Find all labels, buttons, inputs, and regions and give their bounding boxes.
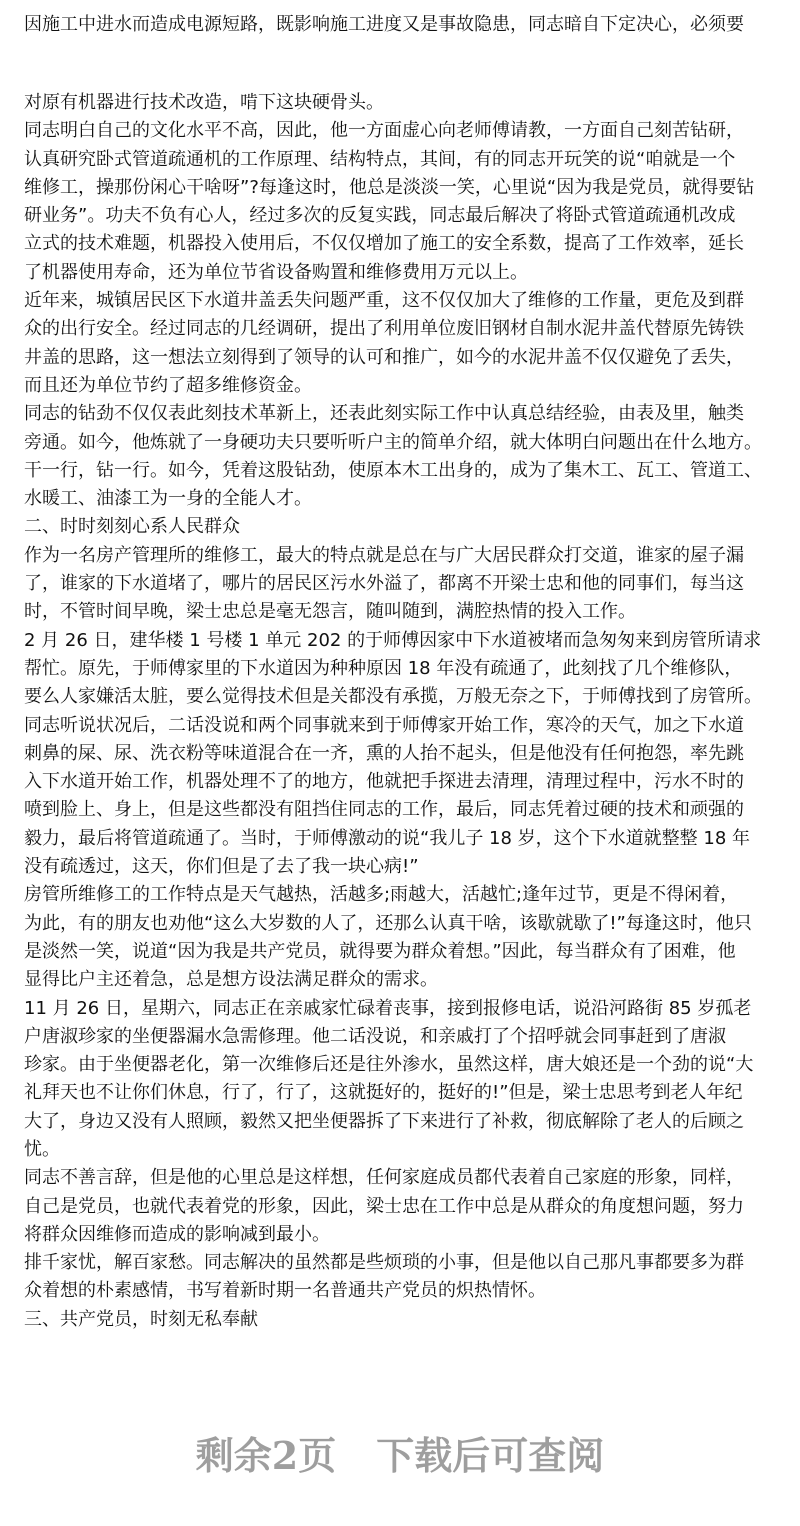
document-line: 大了，身边又没有人照顾，毅然又把坐便器拆了下来进行了补救，彻底解除了老人的后顾之 (24, 1110, 744, 1132)
document-line: 户唐淑珍家的坐便器漏水急需修理。他二话没说，和亲戚打了个招呼就会同事赶到了唐淑 (24, 1025, 726, 1047)
document-line: 忧。 (24, 1138, 60, 1160)
section-heading: 三、共产党员，时刻无私奉献 (24, 1308, 258, 1330)
download-to-read-more-button[interactable] (0, 1425, 800, 1480)
document-line: 同志不善言辞，但是他的心里总是这样想，任何家庭成员都代表着自己家庭的形象，同样， (24, 1167, 744, 1189)
document-line: 近年来，城镇居民区下水道井盖丢失问题严重，这不仅仅加大了维修的工作量，更危及到群 (24, 290, 744, 312)
document-line: 排千家忧，解百家愁。同志解决的虽然都是些烦琐的小事，但是他以自己那凡事都要多为群 (24, 1252, 744, 1274)
document-line: 礼拜天也不让你们休息，行了，行了，这就挺好的，挺好的!”但是，梁士忠思考到老人年纪 (24, 1082, 743, 1104)
document-line: 了，谁家的下水道堵了，哪片的居民区污水外溢了，都离不开梁士忠和他的同事们，每当这 (24, 573, 744, 595)
document-line: 同志听说状况后，二话没说和两个同事就来到于师傅家开始工作，寒冷的天气，加之下水道 (24, 714, 744, 736)
document-line: 毅力，最后将管道疏通了。当时，于师傅激动的说“我儿子 18 岁，这个下水道就整整 18 年 (24, 827, 751, 849)
section-heading: 二、时时刻刻心系人民群众 (24, 516, 240, 538)
document-body (0, 89, 800, 1334)
document-line: 同志明白自己的文化水平不高，因此，他一方面虚心向老师傅请教，一方面自己刻苦钻研， (24, 120, 744, 142)
document-line: 研业务”。功夫不负有心人，经过多次的反复实践，同志最后解决了将卧式管道疏通机改成 (24, 205, 736, 227)
document-line: 众的出行安全。经过同志的几经调研，提出了利用单位废旧钢材自制水泥井盖代替原先铸铁 (24, 318, 744, 340)
document-line: 了机器使用寿命，还为单位节省设备购置和维修费用万元以上。 (24, 261, 528, 283)
remaining-pages-label: 剩余2页 (195, 1433, 337, 1478)
document-line: 井盖的思路，这一想法立刻得到了领导的认可和推广，如今的水泥井盖不仅仅避免了丢失， (24, 346, 744, 368)
document-line: 维修工，操那份闲心干啥呀”?每逢这时，他总是淡淡一笑，心里说“因为我是党员，就得要钻 (24, 176, 755, 198)
document-line: 是淡然一笑，说道“因为我是共产党员，就得要为群众着想。”因此，每当群众有了困难，他 (24, 940, 736, 962)
document-line: 房管所维修工的工作特点是天气越热，活越多;雨越大，活越忙;逢年过节，更是不得闲着， (24, 884, 739, 906)
document-line: 没有疏透过，这天，你们但是了去了我一块心病!” (24, 856, 419, 878)
document-line: 因施工中进水而造成电源短路，既影响施工进度又是事故隐患，同志暗自下定决心，必须要 (24, 14, 744, 35)
document-line: 同志的钻劲不仅仅表此刻技术革新上，还表此刻实际工作中认真总结经验，由表及里，触类 (24, 403, 744, 425)
document-line: 要么人家嫌活太脏，要么觉得技术但是关都没有承揽，万般无奈之下，于师傅找到了房管所。 (24, 686, 762, 708)
document-line: 旁通。如今，他炼就了一身硬功夫只要听听户主的简单介绍，就大体明白问题出在什么地方。 (24, 431, 762, 453)
document-line: 显得比户主还着急，总是想方设法满足群众的需求。 (24, 969, 438, 991)
document-line: 喷到脸上、身上，但是这些都没有阻挡住同志的工作，最后，同志凭着过硬的技术和顽强的 (24, 799, 744, 821)
document-line: 入下水道开始工作，机器处理不了的地方，他就把手探进去清理，清理过程中，污水不时的 (24, 771, 744, 793)
document-line: 2 月 26 日，建华楼 1 号楼 1 单元 202 的于师傅因家中下水道被堵而急匆匆来到房管所请求 (24, 629, 762, 651)
document-line: 将群众因维修而造成的影响减到最小。 (24, 1223, 330, 1245)
document-line: 认真研究卧式管道疏通机的工作原理、结构特点，其间，有的同志开玩笑的说“咱就是一个 (24, 148, 736, 170)
document-line: 刺鼻的屎、尿、洗衣粉等味道混合在一齐，熏的人抬不起头，但是他没有任何抱怨，率先跳 (24, 742, 744, 764)
document-line: 为此，有的朋友也劝他“这么大岁数的人了，还那么认真干啥，该歇就歇了!”每逢这时，他只 (24, 912, 752, 934)
document-line: 水暖工、油漆工为一身的全能人才。 (24, 488, 312, 510)
document-line: 干一行，钻一行。如今，凭着这股钻劲，使原本木工出身的，成为了集木工、瓦工、管道工、 (24, 459, 762, 481)
document-line: 对原有机器进行技术改造，啃下这块硬骨头。 (24, 92, 384, 113)
document-line: 而且还为单位节约了超多维修资金。 (24, 374, 312, 396)
download-hint-label: 下载后可查阅 (376, 1433, 605, 1478)
document-line: 立式的技术难题，机器投入使用后，不仅仅增加了施工的安全系数，提高了工作效率，延长 (24, 233, 744, 255)
document-line: 珍家。由于坐便器老化，第一次维修后还是往外渗水，虽然这样，唐大娘还是一个劲的说“大 (24, 1054, 754, 1076)
document-line: 作为一名房产管理所的维修工，最大的特点就是总在与广大居民群众打交道，谁家的屋子漏 (24, 544, 744, 566)
document-line: 帮忙。原先，于师傅家里的下水道因为种种原因 18 年没有疏通了，此刻找了几个维修队， (24, 657, 743, 679)
document-line: 自己是党员，也就代表着党的形象，因此，梁士忠在工作中总是从群众的角度想问题，努力 (24, 1195, 744, 1217)
document-line: 时，不管时间早晚，梁士忠总是毫无怨言，随叫随到，满腔热情的投入工作。 (24, 601, 636, 623)
document-line: 11 月 26 日，星期六，同志正在亲戚家忙碌着丧事，接到报修电话，说沿河路街 85 岁孤老 (24, 997, 752, 1019)
document-line: 众着想的朴素感情，书写着新时期一名普通共产党员的炽热情怀。 (24, 1280, 546, 1302)
